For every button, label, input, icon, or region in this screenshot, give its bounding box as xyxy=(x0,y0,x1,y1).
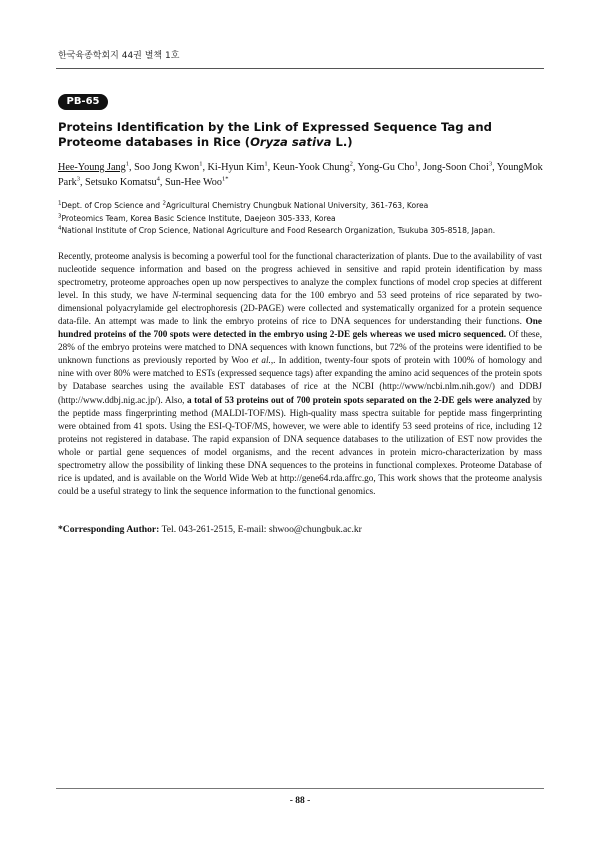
running-header: 한국육종학회지 44권 별책 1호 xyxy=(58,51,180,61)
affiliation-line xyxy=(58,200,548,213)
author-affiliation-mark: 1 xyxy=(264,160,268,168)
corresponding-contact: Tel. 043-261-2515, E-mail: shwoo@chungbuk.ac.kr xyxy=(159,524,362,535)
author-affiliation-mark: 1 xyxy=(199,160,203,168)
paper-title xyxy=(58,120,548,150)
abstract-italic: et al. xyxy=(251,355,271,366)
author-affiliation-mark: 4 xyxy=(156,175,160,183)
author-affiliation-mark: 1 xyxy=(125,160,129,168)
author-name: Setsuko Komatsu xyxy=(85,177,157,188)
abstract-body xyxy=(58,250,542,498)
author-name: Hee-Young Jang xyxy=(58,162,126,173)
affiliations xyxy=(58,200,548,238)
poster-id-badge: PB-65 xyxy=(58,94,108,110)
abstract-text: -terminal sequencing data for the 100 embryo and 53 seed proteins of rice separated by two-dimensional polyacrylamide gel electrophoresis (2D-PAGE) were collected and systematically organized for a protein sequence data-file. An attempt was made to link the embryo proteins of rice to DNA sequences for understanding their functions. xyxy=(58,290,542,327)
author-name: Sun-Hee Woo xyxy=(164,177,222,188)
author-affiliation-mark: 1 xyxy=(414,160,418,168)
affiliation-mark: 3 xyxy=(58,212,62,219)
footer-rule xyxy=(56,788,544,789)
author-name: Soo Jong Kwon xyxy=(134,162,200,173)
page-number: - 88 - xyxy=(289,796,311,806)
author-name: Yong-Gu Cho xyxy=(357,162,415,173)
title-text: Proteins Identification by the Link of Expressed Sequence Tag and Proteome databases in Rice ( xyxy=(58,120,492,149)
author-affiliation-mark: 3 xyxy=(76,175,80,183)
corresponding-label: *Corresponding Author: xyxy=(58,524,160,535)
affiliation-text: National Institute of Crop Science, National Agriculture and Food Research Organization, Tsukuba 305-8518, Japan. xyxy=(61,226,496,235)
header-rule xyxy=(56,68,544,69)
affiliation-mark: 1 xyxy=(58,200,62,207)
author-name: Keun-Yook Chung xyxy=(272,162,350,173)
affiliation-line xyxy=(58,225,548,238)
affiliation-text: Agricultural Chemistry Chungbuk National University, 361-763, Korea xyxy=(165,201,429,210)
abstract-text: by the peptide mass fingerprinting method (MALDI-TOF/MS). High-quality mass spectra suitable for peptide mass fingerprinting were obtained from 41 spots. Using the ESI-Q-TOF/MS, however, we were able to identify 53 seed proteins of rice, including 12 proteins not registered in database. The rapid expansion of DNA sequence databases to the utilization of EST now provides the whole or partial gene sequences of model organisms, and the recent advances in protein micro-characterization by mass spectrometry allow the possibility of linking these DNA sequences to the proteins in functional complexes. Proteome Database of rice is updated, and is available on the World Wide Web at http://gene64.rda.affrc.go, This work shows that the proteome analysis could be a useful strategy to link the sequence information to the functional genomics. xyxy=(58,394,543,496)
corresponding-author xyxy=(58,524,548,535)
author-name: Jong-Soon Choi xyxy=(422,162,489,173)
affiliation-line xyxy=(58,213,548,226)
author-name: YoungMok Park xyxy=(58,162,543,188)
affiliation-mark: 4 xyxy=(58,225,62,232)
abstract-italic: N xyxy=(172,290,179,301)
abstract-text: Of these, 28% of the embryo proteins were matched to DNA sequences with known functions, but 72% of the proteins were identified to be unknown functions as previously reported by Woo xyxy=(58,329,542,366)
author-affiliation-mark: 1* xyxy=(221,175,229,183)
abstract-bold: One hundred proteins of the 700 spots were detected in the embryo using 2-DE gels whereas we used micro sequenced. xyxy=(58,316,542,340)
author-affiliation-mark: 2 xyxy=(349,160,353,168)
author-list: Hee-Young Jang$^1$, Soo Jong Kwon$^1$, Ki-Hyun Kim$^1$, Keun-Yook Chung$^2$, Yong-Gu Cho$^1$, Jong-Soon Choi$^3$, YoungMok Park$^3$, Setsuko Komatsu$^4$, Sun-Hee Woo$^{1*}$ xyxy=(58,160,543,188)
title-suffix: L.) xyxy=(331,135,353,149)
abstract-text: ,. In addition, twenty-four spots of protein with 100% of homology and nine with over 80% were matched to ESTs (expressed sequence tags) after expanding the amino acid sequences of the protein spots by Database searches using the available EST databases of rice at the NCBI (http://www/ncbi.nlm.nih.gov/) and DDBJ (http://www.ddbj.nig.ac.jp/). Also, xyxy=(58,355,542,405)
abstract-bold: a total of 53 proteins out of 700 protein spots separated on the 2-DE gels were analyzed xyxy=(187,394,531,405)
affiliation-text: Dept. of Crop Science and xyxy=(61,201,163,210)
author-affiliation-mark: 3 xyxy=(488,160,493,168)
affiliation-mark: 2 xyxy=(162,200,166,207)
species-name: Oryza sativa xyxy=(250,135,332,149)
abstract-text: Recently, proteome analysis is becoming a powerful tool for the functional characterization of plants. Due to the availability of vast nucleotide sequence information and based on the progress achieved in sensitive and rapid protein identification by mass spectrometry, proteome approaches open up now perspectives to analyze the complex functions of model crop species at different level. In this study, we have xyxy=(58,251,542,301)
affiliation-text: Proteomics Team, Korea Basic Science Institute, Daejeon 305-333, Korea xyxy=(61,213,336,223)
author-name: Ki-Hyun Kim xyxy=(207,162,265,173)
